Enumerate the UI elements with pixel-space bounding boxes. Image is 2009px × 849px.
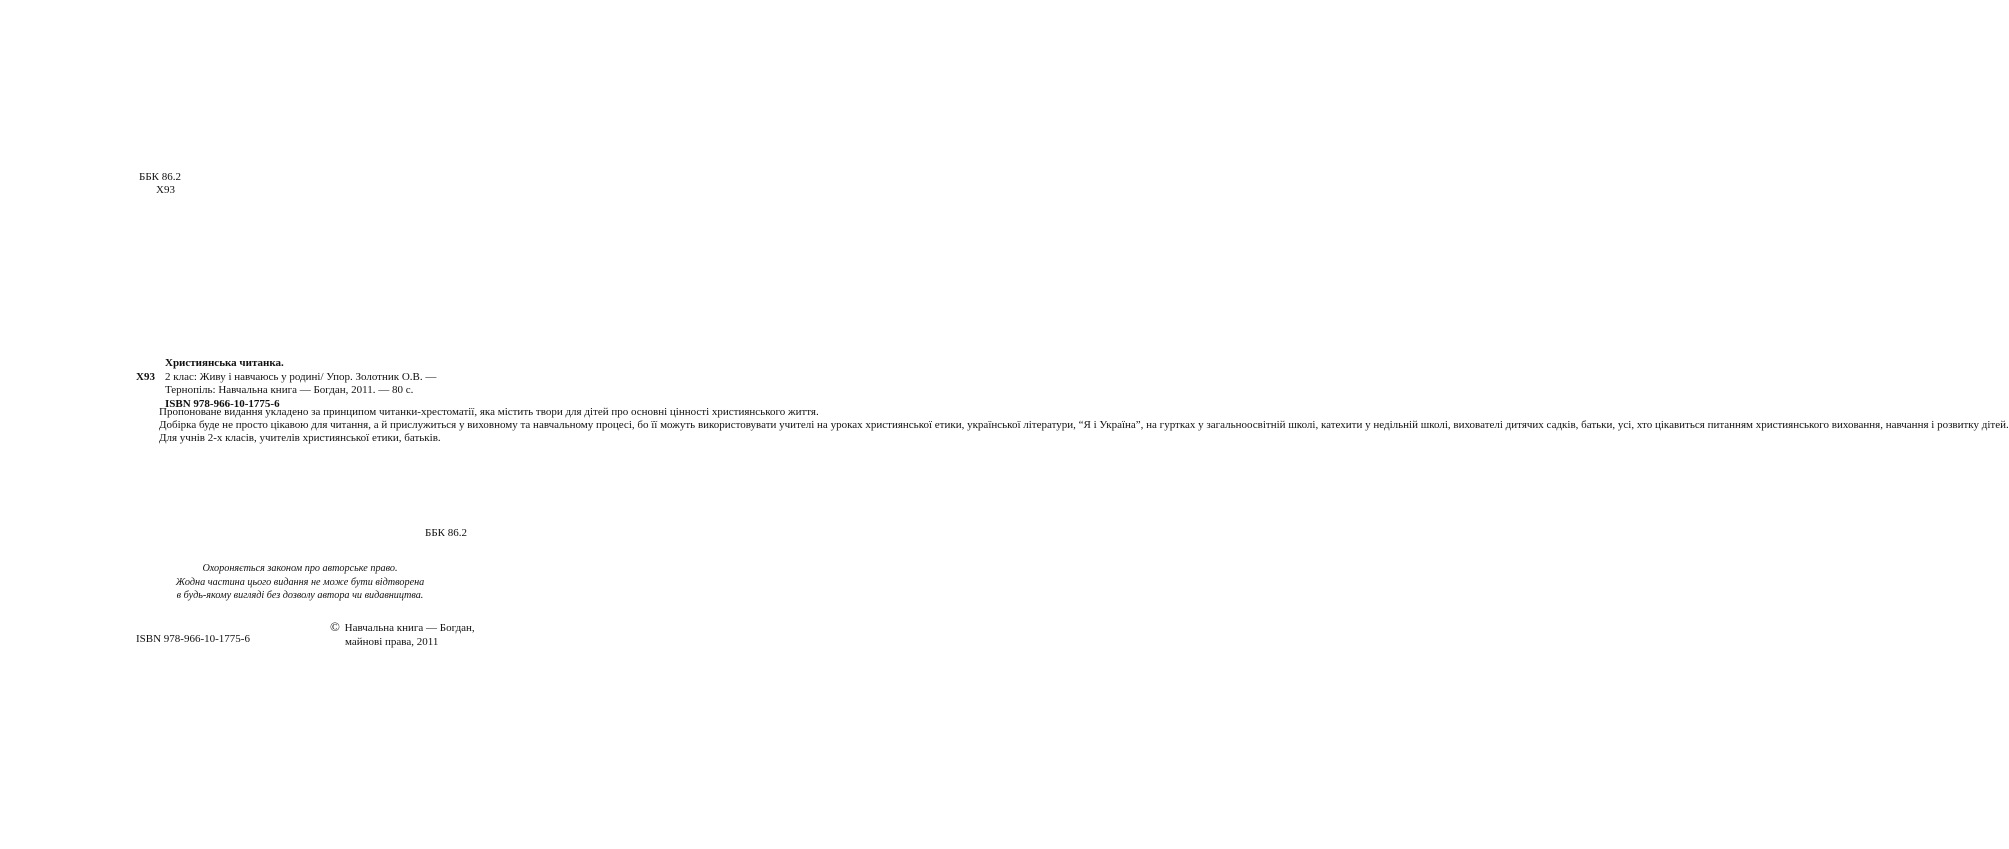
book-title: Християнська читанка. bbox=[165, 357, 284, 369]
isbn-bottom: ISBN 978-966-10-1775-6 bbox=[136, 633, 250, 645]
biblio-description-2: Тернопіль: Навчальна книга — Богдан, 2011. — 80 с. bbox=[165, 384, 414, 396]
bibliographic-record bbox=[136, 357, 476, 411]
copyright-symbol: © bbox=[330, 619, 340, 634]
bbk-classification-right: ББК 86.2 bbox=[425, 527, 467, 539]
bbk-classification-top bbox=[139, 171, 181, 197]
property-rights bbox=[330, 620, 475, 649]
biblio-line-1 bbox=[136, 371, 476, 385]
annotation-paragraph-2: Добірка буде не просто цікавою для читання, а й прислужиться у виховному та навчальному процесі, бо її можуть використовувати учителі на уроках християнської етики, української літератури, “Я і Україна”, на гуртках у загальноосвітній школі, катехити у недільній школі, вихователі дитячих садків, батьки, усі, хто цікавиться питанням християнського виховання, навчання і розвитку дітей. bbox=[159, 419, 2009, 431]
annotation-paragraph-3: Для учнів 2-х класів, учителів християнської етики, батьків. bbox=[159, 432, 441, 444]
annotation-paragraph-1: Пропоноване видання укладено за принципом читанки-хрестоматії, яка містить твори для дітей про основні цінності християнського життя. bbox=[159, 406, 819, 418]
copyright-line-1: Охороняється законом про авторське право. bbox=[202, 563, 398, 574]
biblio-cutter: Х93 bbox=[136, 370, 155, 383]
bbk-code: ББК 86.2 bbox=[139, 171, 181, 183]
author-cutter-code: Х93 bbox=[156, 184, 175, 196]
copyright-notice bbox=[0, 562, 600, 603]
rights-line-1: Навчальна книга — Богдан, bbox=[344, 622, 475, 634]
biblio-description-1: 2 клас: Живу і навчаюсь у родині/ Упор. Золотник О.В. — bbox=[165, 370, 437, 383]
biblio-isbn: ISBN 978-966-10-1775-6 bbox=[165, 397, 280, 410]
copyright-line-2: Жодна частина цього видання не може бути відтворена bbox=[175, 576, 425, 588]
copyright-line-3: в будь-якому вигляді без дозволу автора чи видавництва. bbox=[176, 590, 424, 601]
annotation-text bbox=[136, 406, 2009, 445]
rights-line-2: майнові права, 2011 bbox=[345, 635, 439, 648]
